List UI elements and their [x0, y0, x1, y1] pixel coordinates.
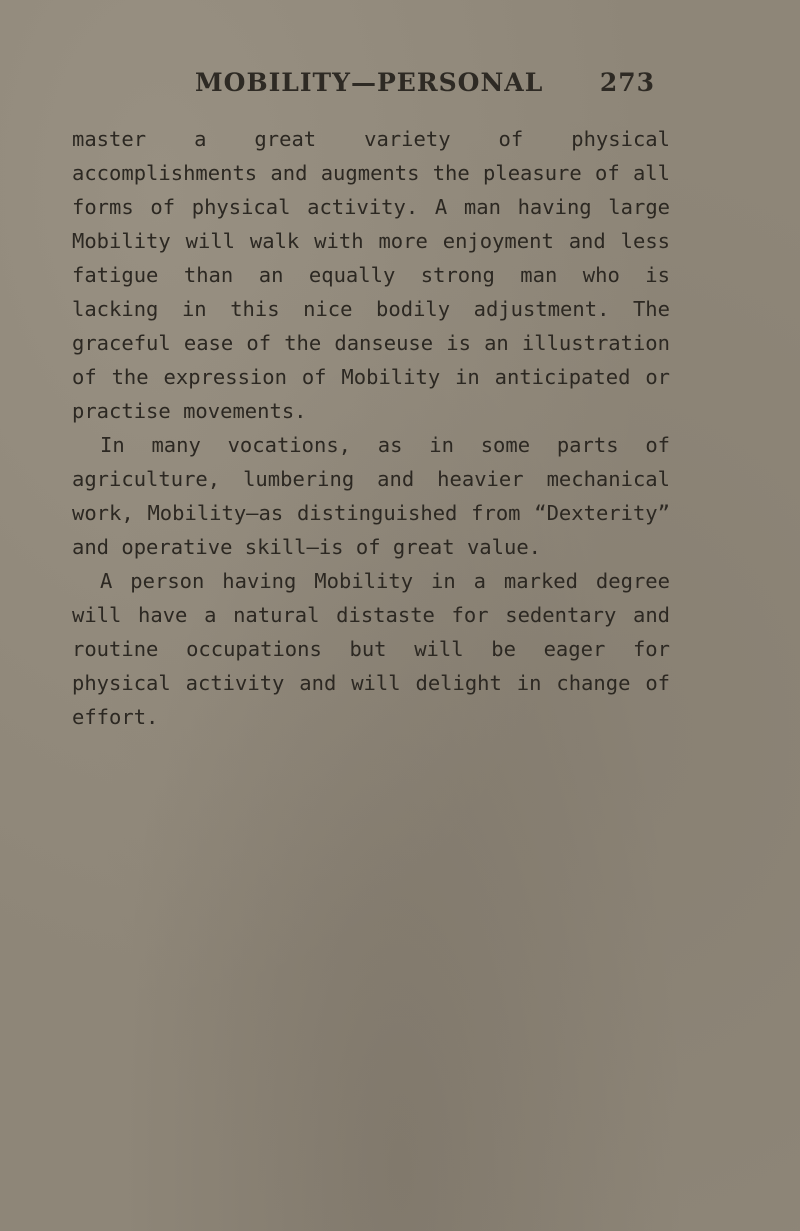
- chapter-title: MOBILITY—PERSONAL: [195, 68, 544, 97]
- paragraph-vocations: In many vocations, as in some parts of agriculture, lumbering and heavier mechanical work, Mobility—as distinguished from “Dexterity” and operative skill—is of great value.: [72, 433, 670, 559]
- paragraph-continued: master a great variety of physical accomplishments and augments the pleasure of all forms of physical activity. A man having large Mobility will walk with more enjoyment and less fatigue than an equally strong man who is lacking in this nice bodily adjustment. The graceful ease of the danseuse is an illustration of the expression of Mobility in anticipated or practise movements.: [72, 127, 670, 423]
- page-number: 273: [599, 68, 655, 97]
- body-text: [72, 122, 670, 734]
- running-head: [195, 68, 655, 108]
- paragraph-marked-degree: A person having Mobility in a marked degree will have a natural distaste for sedentary and routine occupations but will be eager for physical activity and will delight in change of effort.: [72, 569, 670, 729]
